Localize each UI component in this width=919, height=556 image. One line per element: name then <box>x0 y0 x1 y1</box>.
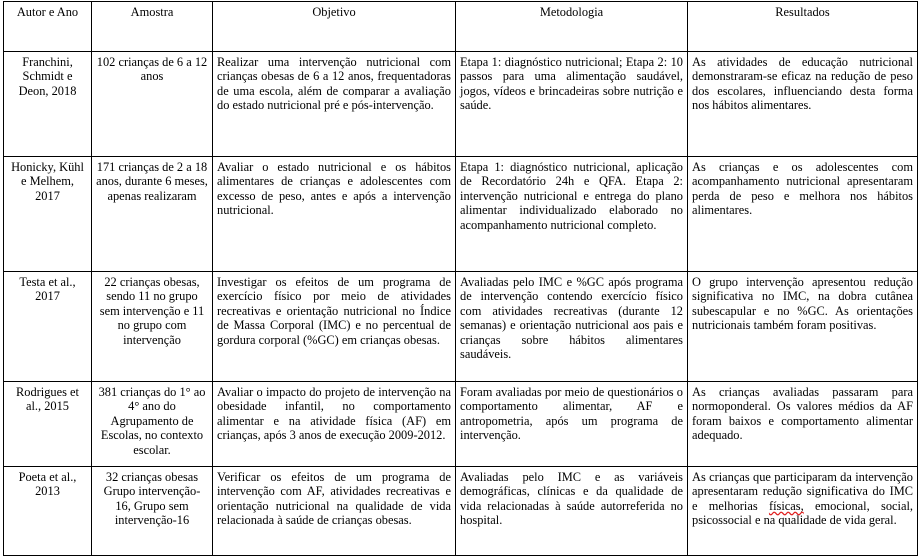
table-row <box>4 467 918 556</box>
column-header-metodologia: Metodologia <box>456 2 688 52</box>
cell-autor-ano: Testa et al., 2017 <box>4 272 92 382</box>
column-header-amostra: Amostra <box>92 2 213 52</box>
cell-amostra: 22 crianças obesas, sendo 11 no grupo sem intervenção e 11 no grupo com intervenção <box>92 272 213 382</box>
cell-amostra: 102 crianças de 6 a 12 anos <box>92 52 213 157</box>
cell-metodologia: Etapa 1: diagnóstico nutricional; Etapa 2: 10 passos para uma alimentação saudável, jogos, vídeos e brincadeiras sobre nutrição e saúde. <box>456 52 688 157</box>
table-body <box>4 52 918 556</box>
cell-metodologia: Foram avaliadas por meio de questionários o comportamento alimentar, AF e antropometria, após um programa de intervenção. <box>456 382 688 467</box>
literature-review-table <box>3 1 918 556</box>
table-row <box>4 382 918 467</box>
cell-objetivo: Avaliar o estado nutricional e os hábitos alimentares de crianças e adolescentes com excesso de peso, antes e após a intervenção nutricional. <box>213 157 456 272</box>
cell-autor-ano: Franchini, Schmidt e Deon, 2018 <box>4 52 92 157</box>
result-text-suffix: emocional, social, psicossocial e na qualidade de vida geral. <box>692 498 914 528</box>
column-header-objetivo: Objetivo <box>213 2 456 52</box>
cell-autor-ano: Poeta et al., 2013 <box>4 467 92 556</box>
table-row <box>4 272 918 382</box>
cell-amostra: 32 crianças obesas Grupo intervenção-16, Grupo sem intervenção-16 <box>92 467 213 556</box>
result-text-prefix: As crianças que participaram da intervenção apresentaram redução significativa do IMC e melhorias <box>692 470 913 513</box>
cell-resultados: O grupo intervenção apresentou redução significativa no IMC, na dobra cutânea subescapular e no %GC. As orientações nutricionais também foram positivas. <box>688 272 918 382</box>
spellcheck-flagged-word: físicas, <box>768 498 804 513</box>
cell-objetivo: Investigar os efeitos de um programa de exercício físico por meio de atividades recreativas e orientação nutricional no Índice de Massa Corporal (IMC) e no percentual de gordura corporal (%GC) em crianças obesas. <box>213 272 456 382</box>
cell-metodologia: Avaliadas pelo IMC e as variáveis demográficas, clínicas e da qualidade de vida relacionadas à saúde autorreferida no hospital. <box>456 467 688 556</box>
cell-objetivo: Avaliar o impacto do projeto de intervenção na obesidade infantil, no comportamento alimentar e na atividade física (AF) em crianças, após 3 anos de execução 2009-2012. <box>213 382 456 467</box>
cell-metodologia: Avaliadas pelo IMC e %GC após programa de intervenção contendo exercício físico com atividades recreativas (durante 12 semanas) e orientação nutricional aos pais e crianças sobre hábitos alimentares saudáveis. <box>456 272 688 382</box>
column-header-autor-ano: Autor e Ano <box>4 2 92 52</box>
table-header <box>4 2 918 52</box>
cell-objetivo: Verificar os efeitos de um programa de intervenção com AF, atividades recreativas e orientação nutricional na qualidade de vida relacionada à saúde de crianças obesas. <box>213 467 456 556</box>
table-header-row <box>4 2 918 52</box>
cell-metodologia: Etapa 1: diagnóstico nutricional, aplicação de Recordatório 24h e QFA. Etapa 2: intervenção nutricional e entrega do plano alimentar individualizado elaborado no acompanhamento nutricional completo. <box>456 157 688 272</box>
column-header-resultados: Resultados <box>688 2 918 52</box>
cell-amostra: 381 crianças do 1° ao 4° ano do Agrupamento de Escolas, no contexto escolar. <box>92 382 213 467</box>
cell-objetivo: Realizar uma intervenção nutricional com crianças obesas de 6 a 12 anos, frequentadoras de uma escola, além de comparar a avaliação do estado nutricional pré e pós-intervenção. <box>213 52 456 157</box>
cell-autor-ano: Rodrigues et al., 2015 <box>4 382 92 467</box>
cell-resultados: As crianças avaliadas passaram para normoponderal. Os valores médios da AF foram baixos e comportamento alimentar adequado. <box>688 382 918 467</box>
cell-autor-ano: Honicky, Kühl e Melhem, 2017 <box>4 157 92 272</box>
cell-resultados <box>688 467 918 556</box>
cell-amostra: 171 crianças de 2 a 18 anos, durante 6 meses, apenas realizaram <box>92 157 213 272</box>
cell-resultados: As crianças e os adolescentes com acompanhamento nutricional apresentaram perda de peso e melhora nos hábitos alimentares. <box>688 157 918 272</box>
cell-resultados: As atividades de educação nutricional demonstraram-se eficaz na redução de peso dos escolares, influenciando desta forma nos hábitos alimentares. <box>688 52 918 157</box>
table-row <box>4 157 918 272</box>
table-row <box>4 52 918 157</box>
